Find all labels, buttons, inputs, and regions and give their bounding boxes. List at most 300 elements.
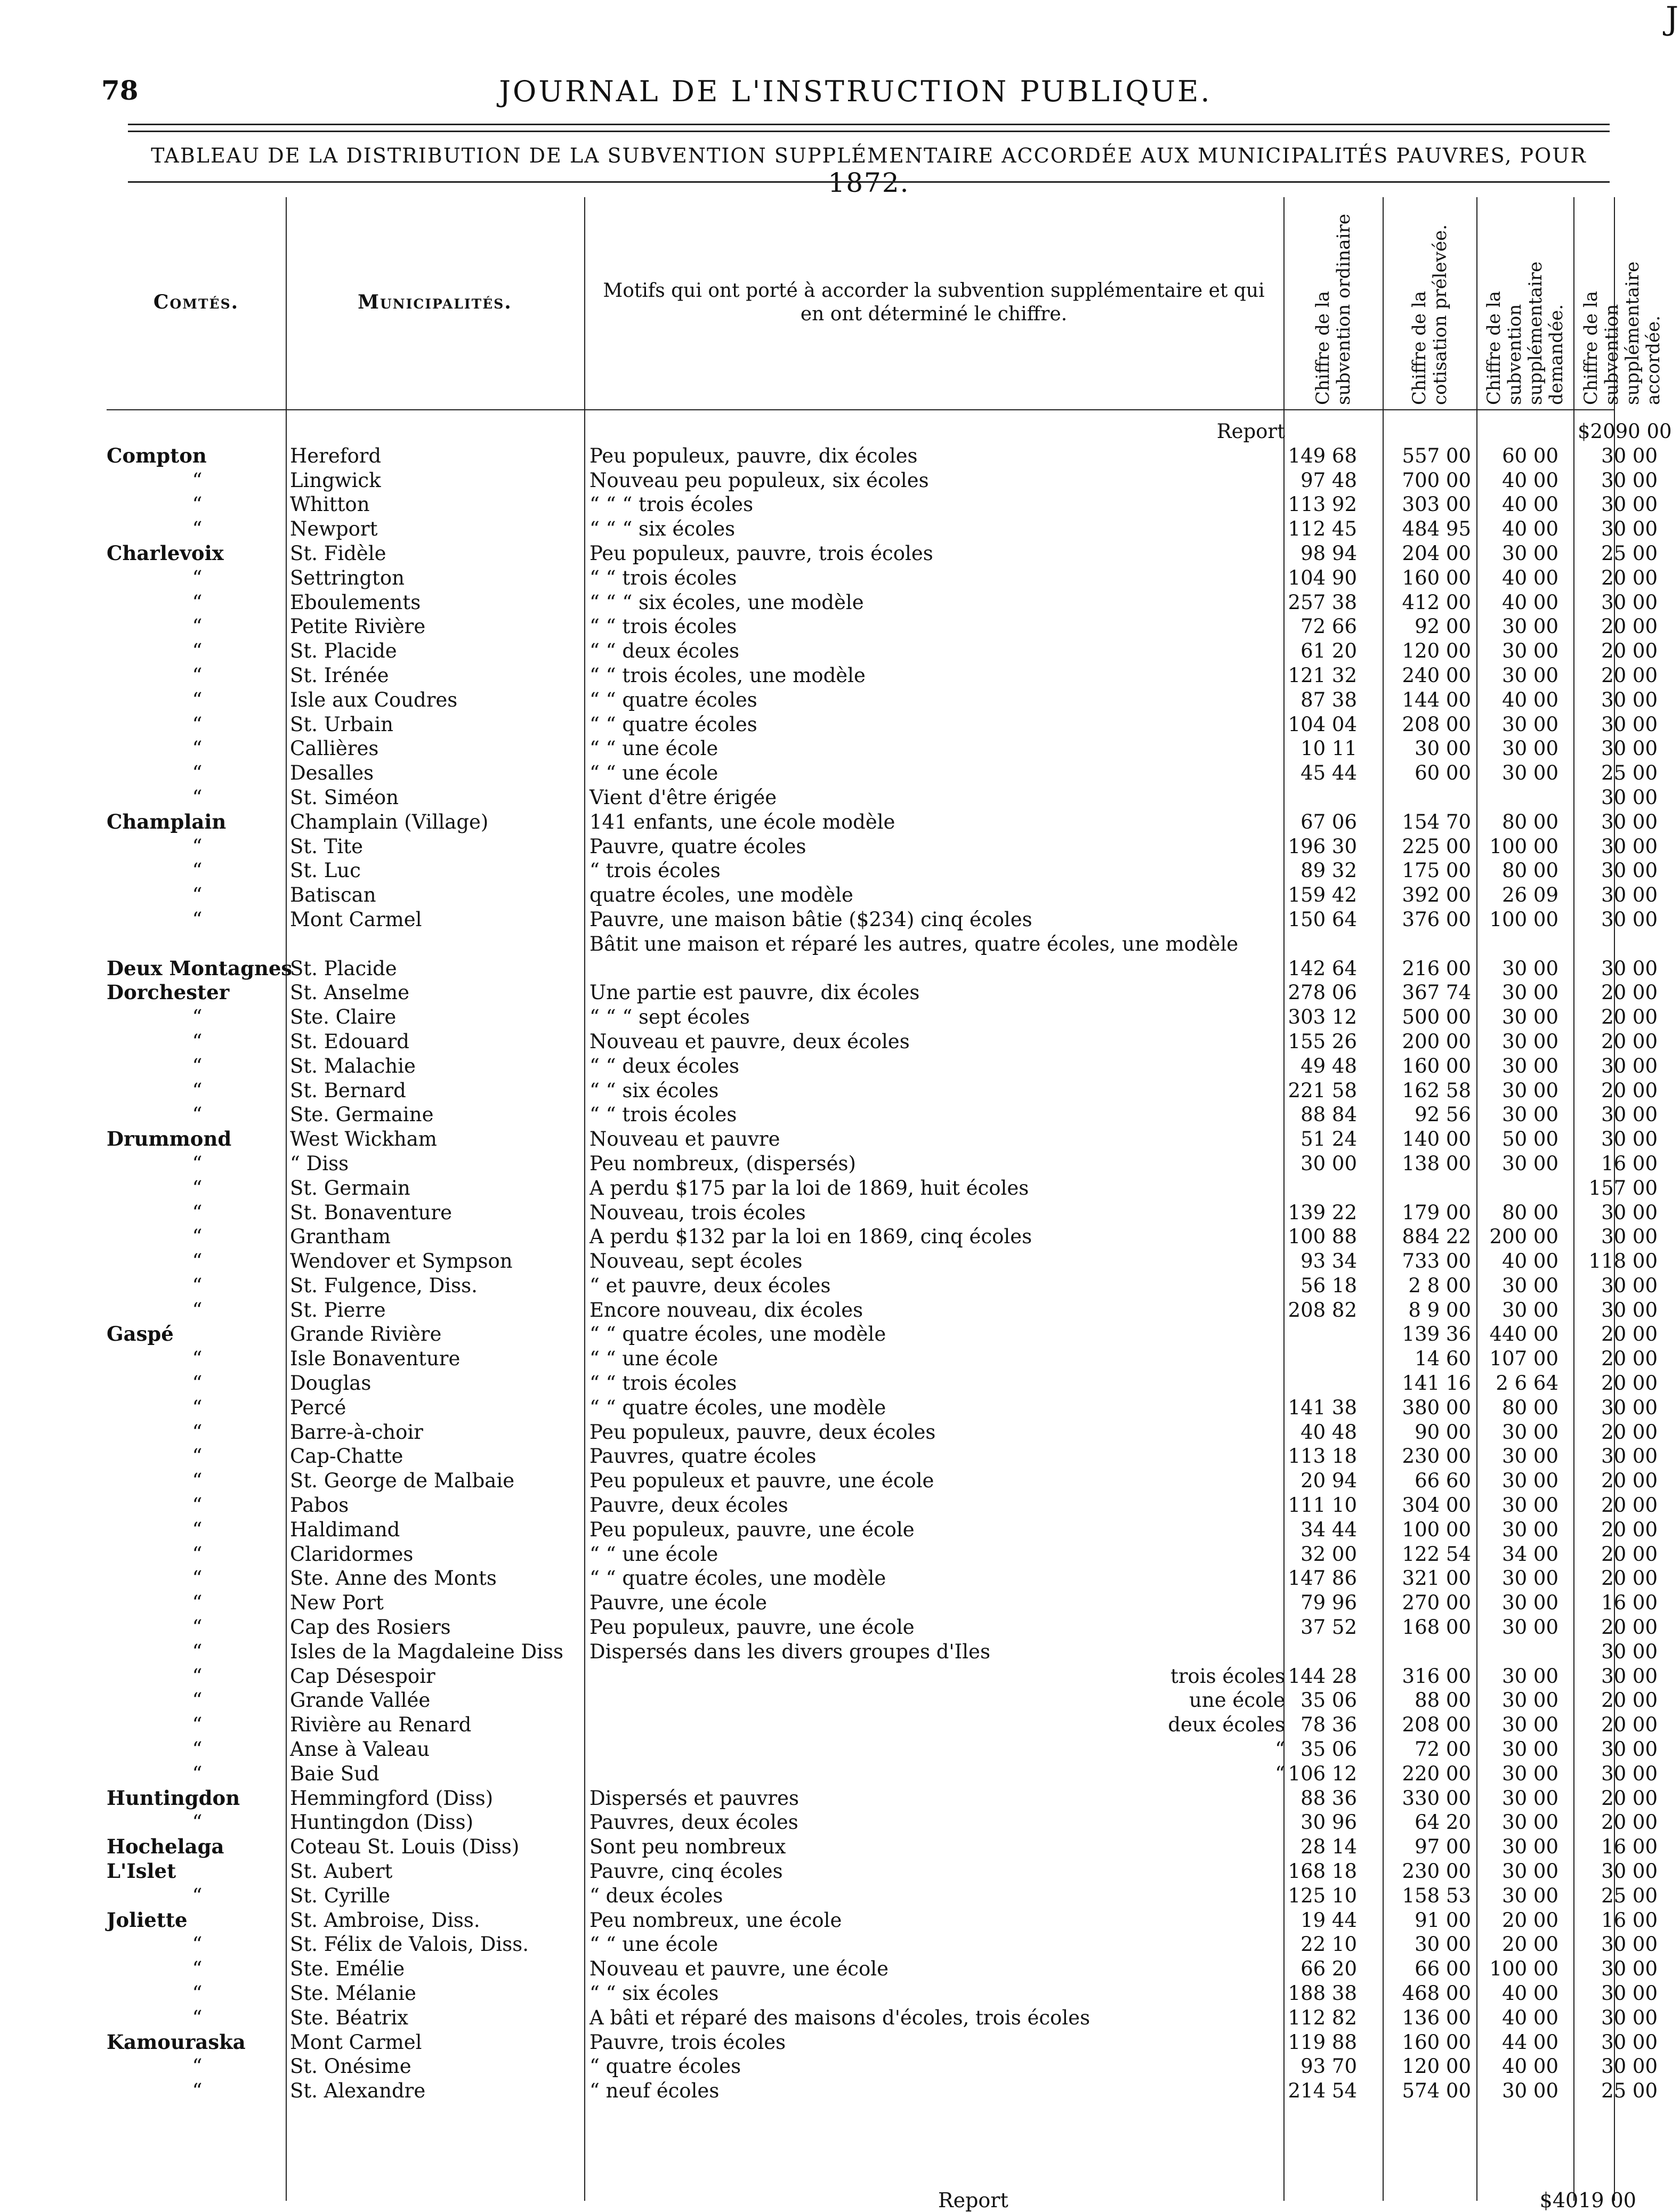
demanded-cell: 20 00 xyxy=(1502,1908,1558,1932)
demanded-cell: 30 00 xyxy=(1502,1445,1558,1468)
table-row xyxy=(107,1835,1658,1859)
demanded-cell: 30 00 xyxy=(1502,663,1558,687)
ordinary-cell: 67 06 xyxy=(1301,810,1357,833)
granted-cell: 30 00 xyxy=(1601,1664,1658,1688)
granted-cell: 20 00 xyxy=(1601,1494,1658,1517)
table-row xyxy=(107,1005,1658,1030)
ordinary-cell: 119 88 xyxy=(1288,2030,1357,2054)
ordinary-cell: 111 10 xyxy=(1288,1494,1357,1517)
granted-cell: 30 00 xyxy=(1601,2055,1658,2078)
demanded-cell: 40 00 xyxy=(1502,2055,1558,2078)
granted-cell: 20 00 xyxy=(1601,1811,1658,1834)
table-row xyxy=(107,1176,1658,1201)
motif-cell: Peu populeux, pauvre, une école xyxy=(589,1616,915,1639)
ordinary-cell: 35 06 xyxy=(1301,1738,1357,1761)
ordinary-cell: 144 28 xyxy=(1288,1664,1357,1688)
municipality-cell: Ste. Germaine xyxy=(290,1103,434,1127)
ordinary-cell: 141 38 xyxy=(1288,1396,1357,1419)
county-cell: Compton xyxy=(107,443,207,467)
county-cell: “ xyxy=(192,566,203,589)
motif-cell: “ “ une école xyxy=(589,1347,718,1371)
table-row xyxy=(107,1469,1658,1493)
ordinary-cell: 147 86 xyxy=(1288,1567,1357,1590)
demanded-cell: 60 00 xyxy=(1502,444,1558,467)
ordinary-cell: 10 11 xyxy=(1301,737,1357,760)
motif-cell: Pauvre, cinq écoles xyxy=(589,1860,783,1883)
demanded-cell: 30 00 xyxy=(1502,1103,1558,1127)
motif-cell: Nouveau peu populeux, six écoles xyxy=(589,468,929,492)
ordinary-cell: 34 44 xyxy=(1301,1518,1357,1541)
ordinary-cell: 30 00 xyxy=(1301,1152,1357,1175)
ordinary-cell: 35 06 xyxy=(1301,1689,1357,1712)
municipality-cell: Whitton xyxy=(290,493,370,516)
cotisation-cell: 216 00 xyxy=(1402,957,1471,980)
cotisation-cell: 230 00 xyxy=(1402,1445,1471,1468)
table-row xyxy=(107,981,1658,1005)
demanded-cell: 30 00 xyxy=(1502,957,1558,980)
table-row xyxy=(107,1859,1658,1884)
motif-cell: “ xyxy=(1275,1762,1285,1785)
county-cell: “ xyxy=(192,590,203,614)
cotisation-cell: 303 00 xyxy=(1402,493,1471,516)
table-row xyxy=(107,1420,1658,1445)
cotisation-cell: 138 00 xyxy=(1402,1152,1471,1175)
col-header-municipality: Municipalités. xyxy=(358,290,512,313)
demanded-cell: 30 00 xyxy=(1502,1494,1558,1517)
ordinary-cell: 89 32 xyxy=(1301,859,1357,882)
motif-cell: Nouveau et pauvre, une école xyxy=(589,1957,889,1981)
ordinary-cell: 72 66 xyxy=(1301,615,1357,638)
cotisation-cell: 330 00 xyxy=(1402,1786,1471,1810)
demanded-cell: 30 00 xyxy=(1502,1518,1558,1541)
municipality-cell: Champlain (Village) xyxy=(290,810,489,833)
motif-cell: “ “ une école xyxy=(589,737,718,760)
ordinary-cell: 139 22 xyxy=(1288,1201,1357,1224)
motif-cell: “ “ deux écoles xyxy=(589,639,740,663)
county-cell: “ xyxy=(192,1079,203,1102)
table-title-text: TABLEAU DE LA DISTRIBUTION DE LA SUBVENTION SUPPLÉMENTAIRE ACCORDÉE AUX MUNICIPALITÉS PAUVRES, POUR xyxy=(151,144,1587,167)
county-cell: Champlain xyxy=(107,809,227,833)
demanded-cell: 34 00 xyxy=(1502,1542,1558,1566)
demanded-cell: 200 00 xyxy=(1489,1225,1558,1249)
motif-cell: “ “ deux écoles xyxy=(589,1054,740,1077)
ordinary-cell: 19 44 xyxy=(1301,1908,1357,1932)
ordinary-cell: 20 94 xyxy=(1301,1469,1357,1493)
motif-cell: Pauvres, deux écoles xyxy=(589,1811,798,1834)
motif-cell: Bâtit une maison et réparé les autres, quatre écoles, une modèle xyxy=(589,932,1239,955)
motif-cell: A perdu $175 par la loi de 1869, huit écoles xyxy=(589,1176,1029,1200)
municipality-cell: Ste. Anne des Monts xyxy=(290,1567,497,1590)
motif-cell: “ “ trois écoles xyxy=(589,1103,737,1127)
cotisation-cell: 380 00 xyxy=(1402,1396,1471,1419)
county-cell: “ xyxy=(192,688,203,711)
county-cell: “ xyxy=(192,1176,203,1200)
table-row xyxy=(107,1444,1658,1469)
corner-mark: J xyxy=(1666,0,1679,37)
municipality-cell: New Port xyxy=(290,1591,384,1615)
granted-cell: 30 00 xyxy=(1601,737,1658,760)
table-row xyxy=(107,1249,1658,1274)
cotisation-cell: 468 00 xyxy=(1402,1982,1471,2005)
ordinary-cell: 93 34 xyxy=(1301,1250,1357,1273)
motif-cell: Report xyxy=(1216,420,1285,443)
ordinary-cell: 87 38 xyxy=(1301,688,1357,711)
cotisation-cell: 392 00 xyxy=(1402,884,1471,907)
municipality-cell: St. Placide xyxy=(290,639,397,663)
cotisation-cell: 208 00 xyxy=(1402,1713,1471,1737)
municipality-cell: St. Anselme xyxy=(290,981,409,1004)
demanded-cell: 40 00 xyxy=(1502,590,1558,614)
ordinary-cell: 106 12 xyxy=(1288,1762,1357,1785)
granted-cell: 25 00 xyxy=(1601,1884,1658,1907)
motif-cell: Peu populeux et pauvre, une école xyxy=(589,1469,934,1493)
granted-cell: 30 00 xyxy=(1601,1445,1658,1468)
table-row xyxy=(107,688,1658,712)
demanded-cell: 30 00 xyxy=(1502,1298,1558,1322)
table-row xyxy=(107,1688,1658,1713)
ordinary-cell: 40 48 xyxy=(1301,1420,1357,1444)
county-cell: Charlevoix xyxy=(107,541,224,565)
municipality-cell: St. Alexandre xyxy=(290,2079,426,2103)
granted-cell: 118 00 xyxy=(1588,1250,1658,1273)
demanded-cell: 30 00 xyxy=(1502,981,1558,1004)
col-header-motifs: Motifs qui ont porté à accorder la subvention supplémentaire et qui en ont déterminé le chiffre. xyxy=(603,280,1265,325)
demanded-cell: 30 00 xyxy=(1502,1274,1558,1297)
demanded-cell: 30 00 xyxy=(1502,737,1558,760)
granted-cell: 20 00 xyxy=(1601,1006,1658,1029)
motif-cell: quatre écoles, une modèle xyxy=(589,884,853,907)
municipality-cell: St. Fulgence, Diss. xyxy=(290,1274,478,1297)
cotisation-cell: 66 00 xyxy=(1415,1957,1471,1981)
motif-cell: “ “ six écoles xyxy=(589,1079,719,1102)
demanded-cell: 30 00 xyxy=(1502,761,1558,785)
county-cell: “ xyxy=(192,493,203,516)
table-row xyxy=(107,1566,1658,1591)
county-cell: “ xyxy=(192,1274,203,1297)
ordinary-cell: 51 24 xyxy=(1301,1128,1357,1151)
municipality-cell: St. Siméon xyxy=(290,785,399,809)
motif-cell: “ “ six écoles xyxy=(589,1982,719,2005)
table-body xyxy=(107,419,1672,2103)
ordinary-cell: 303 12 xyxy=(1288,1006,1357,1029)
motif-cell: Pauvre, une maison bâtie ($234) cinq écoles xyxy=(589,908,1032,931)
table-row xyxy=(107,1322,1658,1347)
table-row xyxy=(107,663,1658,688)
municipality-cell: Wendover et Sympson xyxy=(290,1250,513,1273)
cotisation-cell: 92 56 xyxy=(1415,1103,1471,1127)
municipality-cell: St. Bonaventure xyxy=(290,1201,453,1224)
ordinary-cell: 121 32 xyxy=(1288,663,1357,687)
motif-cell: “ “ une école xyxy=(589,761,718,785)
municipality-cell: Batiscan xyxy=(290,884,376,907)
demanded-cell: 44 00 xyxy=(1502,2030,1558,2054)
granted-cell: 20 00 xyxy=(1601,1518,1658,1541)
table-row xyxy=(107,1981,1658,2006)
demanded-cell: 80 00 xyxy=(1502,810,1558,833)
motif-cell: Nouveau, sept écoles xyxy=(589,1250,803,1273)
ordinary-cell: 278 06 xyxy=(1288,981,1357,1004)
cotisation-cell: 162 58 xyxy=(1402,1079,1471,1102)
demanded-cell: 40 00 xyxy=(1502,517,1558,541)
granted-cell: 157 00 xyxy=(1588,1176,1658,1200)
demanded-cell: 30 00 xyxy=(1502,1762,1558,1785)
table-row xyxy=(107,1347,1658,1371)
ordinary-cell: 104 04 xyxy=(1288,712,1357,736)
granted-cell: 25 00 xyxy=(1601,761,1658,785)
cotisation-cell: 500 00 xyxy=(1402,1006,1471,1029)
ordinary-cell: 104 90 xyxy=(1288,566,1357,589)
municipality-cell: Pabos xyxy=(290,1494,349,1517)
municipality-cell: St. Ambroise, Diss. xyxy=(290,1908,480,1932)
granted-cell: 16 00 xyxy=(1601,1908,1658,1932)
granted-cell: 30 00 xyxy=(1601,712,1658,736)
municipality-cell: Baie Sud xyxy=(290,1762,379,1785)
ordinary-cell: 30 96 xyxy=(1301,1811,1357,1834)
cotisation-cell: 60 00 xyxy=(1415,761,1471,785)
cotisation-cell: 120 00 xyxy=(1402,2055,1471,2078)
granted-cell: 30 00 xyxy=(1601,517,1658,541)
demanded-cell: 40 00 xyxy=(1502,493,1558,516)
motif-cell: Pauvre, quatre écoles xyxy=(589,834,806,858)
cotisation-cell: 208 00 xyxy=(1402,712,1471,736)
granted-cell: 20 00 xyxy=(1601,1542,1658,1566)
granted-cell: 20 00 xyxy=(1601,1567,1658,1590)
cotisation-cell: 2 8 00 xyxy=(1408,1274,1471,1297)
municipality-cell: Hereford xyxy=(290,444,382,467)
county-cell: “ xyxy=(192,1445,203,1468)
cotisation-cell: 154 70 xyxy=(1402,810,1471,833)
municipality-cell: Coteau St. Louis (Diss) xyxy=(290,1835,520,1859)
municipality-cell: Douglas xyxy=(290,1372,371,1395)
cotisation-cell: 733 00 xyxy=(1402,1250,1471,1273)
demanded-cell: 30 00 xyxy=(1502,1420,1558,1444)
demanded-cell: 50 00 xyxy=(1502,1128,1558,1151)
municipality-cell: Anse à Valeau xyxy=(290,1738,430,1761)
motif-cell: A perdu $132 par la loi en 1869, cinq écoles xyxy=(589,1225,1032,1249)
table-row xyxy=(107,1542,1658,1567)
demanded-cell: 30 00 xyxy=(1502,1713,1558,1737)
cotisation-cell: 160 00 xyxy=(1402,2030,1471,2054)
granted-cell: 20 00 xyxy=(1601,1616,1658,1639)
county-cell: “ xyxy=(192,517,203,541)
cotisation-cell: 220 00 xyxy=(1402,1762,1471,1785)
granted-cell: 20 00 xyxy=(1601,1323,1658,1346)
county-cell: “ xyxy=(192,884,203,907)
municipality-cell: Ste. Emélie xyxy=(290,1957,405,1981)
table-row xyxy=(107,785,1658,810)
cotisation-cell: 88 00 xyxy=(1415,1689,1471,1712)
municipality-cell: Isle aux Coudres xyxy=(290,688,458,711)
granted-cell: 20 00 xyxy=(1601,566,1658,589)
ordinary-cell: 150 64 xyxy=(1288,908,1357,931)
demanded-cell: 20 00 xyxy=(1502,1933,1558,1956)
cotisation-cell: 240 00 xyxy=(1402,663,1471,687)
cotisation-cell: 160 00 xyxy=(1402,1054,1471,1077)
ordinary-cell: 208 82 xyxy=(1288,1298,1357,1322)
table-row xyxy=(107,492,1658,517)
table-row xyxy=(107,2054,1658,2079)
table-title-year: 1872. xyxy=(828,167,910,198)
ordinary-cell: 159 42 xyxy=(1288,884,1357,907)
granted-cell: 20 00 xyxy=(1601,615,1658,638)
motif-cell: “ xyxy=(1275,1738,1285,1761)
county-cell: “ xyxy=(192,1811,203,1834)
county-cell: “ xyxy=(192,1713,203,1737)
table-row xyxy=(107,566,1658,590)
county-cell: “ xyxy=(192,1054,203,1077)
demanded-cell: 30 00 xyxy=(1502,1591,1558,1615)
motif-cell: “ “ quatre écoles xyxy=(589,712,757,736)
county-cell: “ xyxy=(192,1982,203,2005)
county-cell: “ xyxy=(192,1103,203,1127)
table-row xyxy=(107,1274,1658,1298)
table-row xyxy=(107,1786,1658,1811)
motif-cell: “ “ quatre écoles, une modèle xyxy=(589,1396,886,1419)
table-row xyxy=(107,1298,1658,1323)
table-row xyxy=(107,1713,1658,1737)
demanded-cell: 30 00 xyxy=(1502,1030,1558,1053)
motif-cell: trois écoles xyxy=(1170,1664,1285,1688)
motif-cell: Nouveau et pauvre, deux écoles xyxy=(589,1030,910,1053)
municipality-cell: St. Onésime xyxy=(290,2055,411,2078)
granted-cell: 20 00 xyxy=(1601,1786,1658,1810)
county-cell: “ xyxy=(192,639,203,663)
table-row xyxy=(107,834,1658,859)
table-row xyxy=(107,639,1658,663)
cotisation-cell: 484 95 xyxy=(1402,517,1471,541)
header-bottom-rule xyxy=(107,409,1615,410)
cotisation-cell: 14 60 xyxy=(1415,1347,1471,1371)
ordinary-cell: 100 88 xyxy=(1288,1225,1357,1249)
table-title xyxy=(128,144,1610,198)
demanded-cell: 30 00 xyxy=(1502,1616,1558,1639)
ordinary-cell: 78 36 xyxy=(1301,1713,1357,1737)
table-row xyxy=(107,712,1658,737)
cotisation-cell: 64 20 xyxy=(1415,1811,1471,1834)
granted-cell: 30 00 xyxy=(1601,1396,1658,1419)
cotisation-cell: 200 00 xyxy=(1402,1030,1471,1053)
municipality-cell: St. George de Malbaie xyxy=(290,1469,515,1493)
county-cell: “ xyxy=(192,1372,203,1395)
table-row xyxy=(107,1762,1658,1786)
motif-cell: Peu nombreux, (dispersés) xyxy=(589,1152,856,1175)
table-row xyxy=(107,932,1658,981)
table-row xyxy=(107,1054,1658,1079)
cotisation-cell: 168 00 xyxy=(1402,1616,1471,1639)
granted-cell: 30 00 xyxy=(1601,1640,1658,1663)
cotisation-cell: 144 00 xyxy=(1402,688,1471,711)
table-row xyxy=(107,1518,1658,1542)
cotisation-cell: 230 00 xyxy=(1402,1860,1471,1883)
table-row xyxy=(107,1030,1658,1054)
ordinary-cell: 257 38 xyxy=(1288,590,1357,614)
granted-cell: 30 00 xyxy=(1601,468,1658,492)
demanded-cell: 440 00 xyxy=(1489,1323,1558,1346)
table-row xyxy=(107,1810,1658,1835)
demanded-cell: 30 00 xyxy=(1502,541,1558,565)
granted-cell: 16 00 xyxy=(1601,1152,1658,1175)
cotisation-cell: 574 00 xyxy=(1402,2079,1471,2103)
motif-cell: Encore nouveau, dix écoles xyxy=(589,1298,863,1322)
county-cell: “ xyxy=(192,1006,203,1029)
ordinary-cell: 149 68 xyxy=(1288,444,1357,467)
demanded-cell: 30 00 xyxy=(1502,1860,1558,1883)
ordinary-cell: 155 26 xyxy=(1288,1030,1357,1053)
granted-cell: 20 00 xyxy=(1601,663,1658,687)
motif-cell: “ “ une école xyxy=(589,1933,718,1956)
table-row xyxy=(107,1957,1658,1981)
municipality-cell: St. Irénée xyxy=(290,663,389,687)
table-row xyxy=(107,1591,1658,1615)
municipality-cell: St. Bernard xyxy=(290,1079,406,1102)
motif-cell: “ “ “ six écoles, une modèle xyxy=(589,590,864,614)
demanded-cell: 30 00 xyxy=(1502,1811,1558,1834)
county-cell: Joliette xyxy=(107,1908,188,1932)
municipality-cell: Mont Carmel xyxy=(290,2030,422,2054)
county-cell: “ xyxy=(192,1396,203,1419)
granted-cell: 20 00 xyxy=(1601,981,1658,1004)
motif-cell: Une partie est pauvre, dix écoles xyxy=(589,981,920,1004)
municipality-cell: Claridormes xyxy=(290,1542,414,1566)
granted-cell: 30 00 xyxy=(1601,859,1658,882)
granted-cell: 30 00 xyxy=(1601,493,1658,516)
motif-cell: “ “ trois écoles xyxy=(589,615,737,638)
cotisation-cell: 179 00 xyxy=(1402,1201,1471,1224)
municipality-cell: Hemmingford (Diss) xyxy=(290,1786,494,1810)
county-cell: Huntingdon xyxy=(107,1786,240,1810)
table-row xyxy=(107,2079,1658,2103)
granted-cell: 20 00 xyxy=(1601,1079,1658,1102)
granted-cell: 30 00 xyxy=(1601,1738,1658,1761)
ordinary-cell: 66 20 xyxy=(1301,1957,1357,1981)
demanded-cell: 40 00 xyxy=(1502,566,1558,589)
table-row xyxy=(107,1225,1658,1249)
demanded-cell: 30 00 xyxy=(1502,639,1558,663)
table-row xyxy=(107,761,1658,785)
granted-cell: 30 00 xyxy=(1601,1298,1658,1322)
demanded-cell: 30 00 xyxy=(1502,2079,1558,2103)
table-row xyxy=(107,2006,1658,2030)
ordinary-cell: 45 44 xyxy=(1301,761,1357,785)
county-cell: “ xyxy=(192,1762,203,1785)
ordinary-cell: 112 82 xyxy=(1288,2006,1357,2029)
granted-cell: 30 00 xyxy=(1601,590,1658,614)
municipality-cell: St. Urbain xyxy=(290,712,394,736)
table-row xyxy=(107,1371,1658,1396)
demanded-cell: 30 00 xyxy=(1502,1664,1558,1688)
col-header-granted: Chiffre de la subvention supplémentaire accordée. xyxy=(1580,261,1665,405)
cotisation-cell: 700 00 xyxy=(1402,468,1471,492)
motif-cell: Peu populeux, pauvre, une école xyxy=(589,1518,915,1541)
ordinary-cell: 37 52 xyxy=(1301,1616,1357,1639)
cotisation-cell: 412 00 xyxy=(1402,590,1471,614)
county-cell: “ xyxy=(192,712,203,736)
ordinary-cell: 98 94 xyxy=(1301,541,1357,565)
granted-cell: 30 00 xyxy=(1601,908,1658,931)
granted-cell: 30 00 xyxy=(1601,1982,1658,2005)
granted-cell: 30 00 xyxy=(1601,884,1658,907)
motif-cell: une école xyxy=(1189,1689,1285,1712)
municipality-cell: Ste. Mélanie xyxy=(290,1982,416,2005)
municipality-cell: Ste. Claire xyxy=(290,1006,397,1029)
granted-cell: 30 00 xyxy=(1601,1225,1658,1249)
granted-cell: 20 00 xyxy=(1601,1030,1658,1053)
granted-cell: 20 00 xyxy=(1601,1347,1658,1371)
municipality-cell: Huntingdon (Diss) xyxy=(290,1811,474,1834)
demanded-cell: 107 00 xyxy=(1489,1347,1558,1371)
county-cell: “ xyxy=(192,1689,203,1712)
granted-cell: 30 00 xyxy=(1601,785,1658,809)
